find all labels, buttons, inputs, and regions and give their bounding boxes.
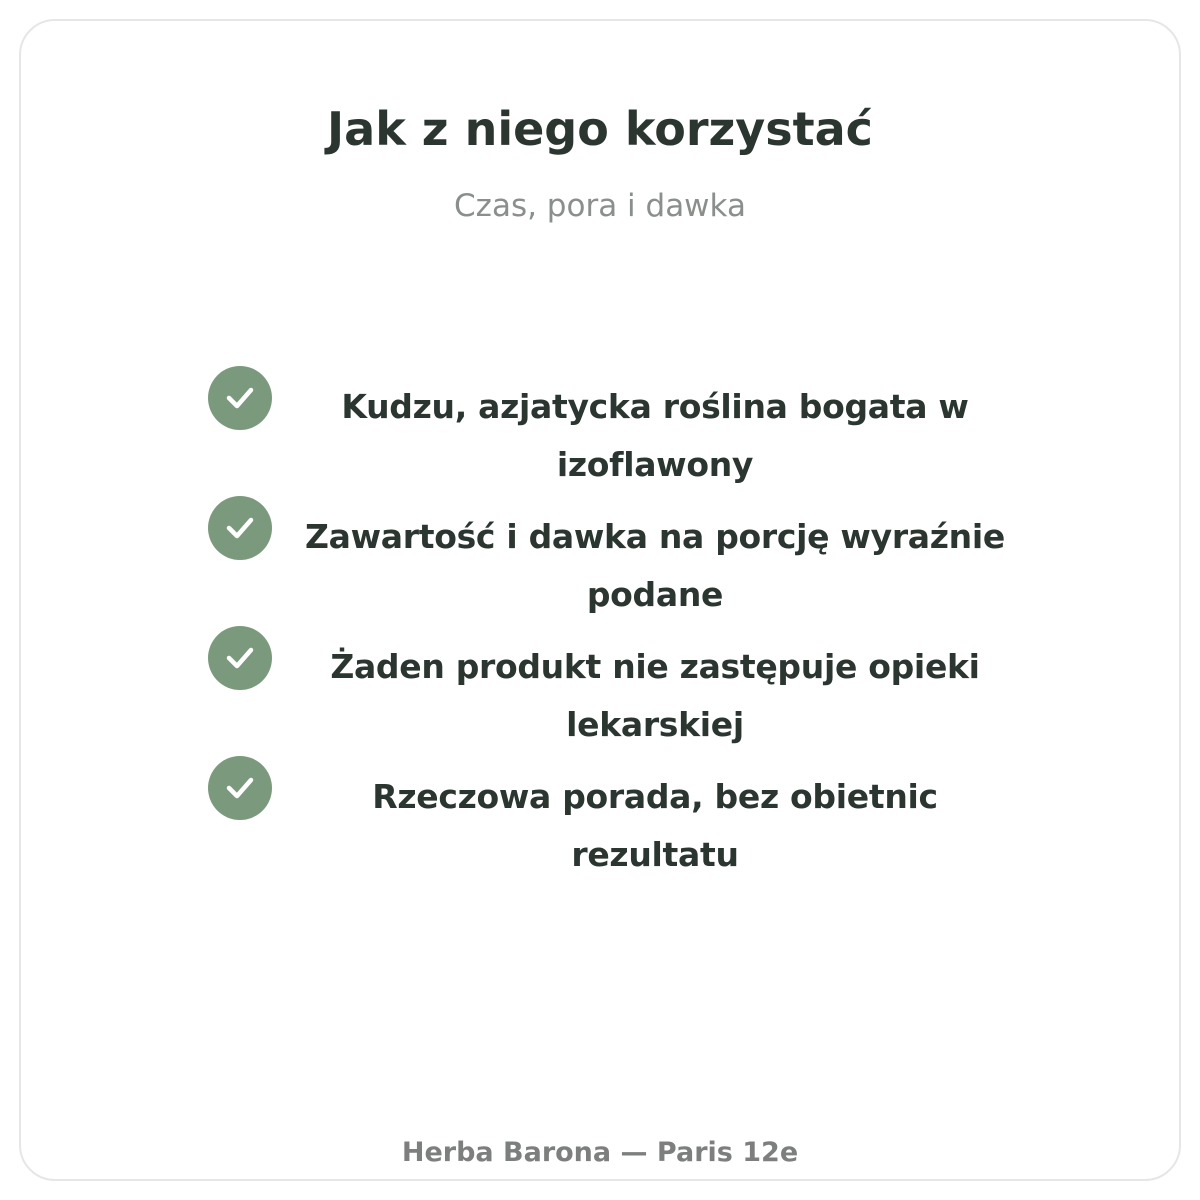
check-circle-icon xyxy=(208,496,272,560)
checklist xyxy=(208,366,1008,884)
list-item xyxy=(208,756,1008,884)
list-item-label: Zawartość i dawka na porcję wyraźnie podane xyxy=(305,517,1005,614)
list-item xyxy=(208,496,1008,626)
footer-brand: Herba Barona — Paris 12e xyxy=(401,1137,799,1168)
list-item-label: Rzeczowa porada, bez obietnic rezultatu xyxy=(372,777,938,874)
check-circle-icon xyxy=(208,756,272,820)
list-item-label: Żaden produkt nie zastępuje opieki lekarskiej xyxy=(330,647,980,744)
check-circle-icon xyxy=(208,366,272,430)
list-item-label: Kudzu, azjatycka roślina bogata w izoflawony xyxy=(341,387,969,484)
list-item xyxy=(208,366,1008,496)
list-item xyxy=(208,626,1008,756)
page-subtitle: Czas, pora i dawka xyxy=(454,188,746,224)
page-title: Jak z niego korzystać xyxy=(327,102,873,156)
check-circle-icon xyxy=(208,626,272,690)
